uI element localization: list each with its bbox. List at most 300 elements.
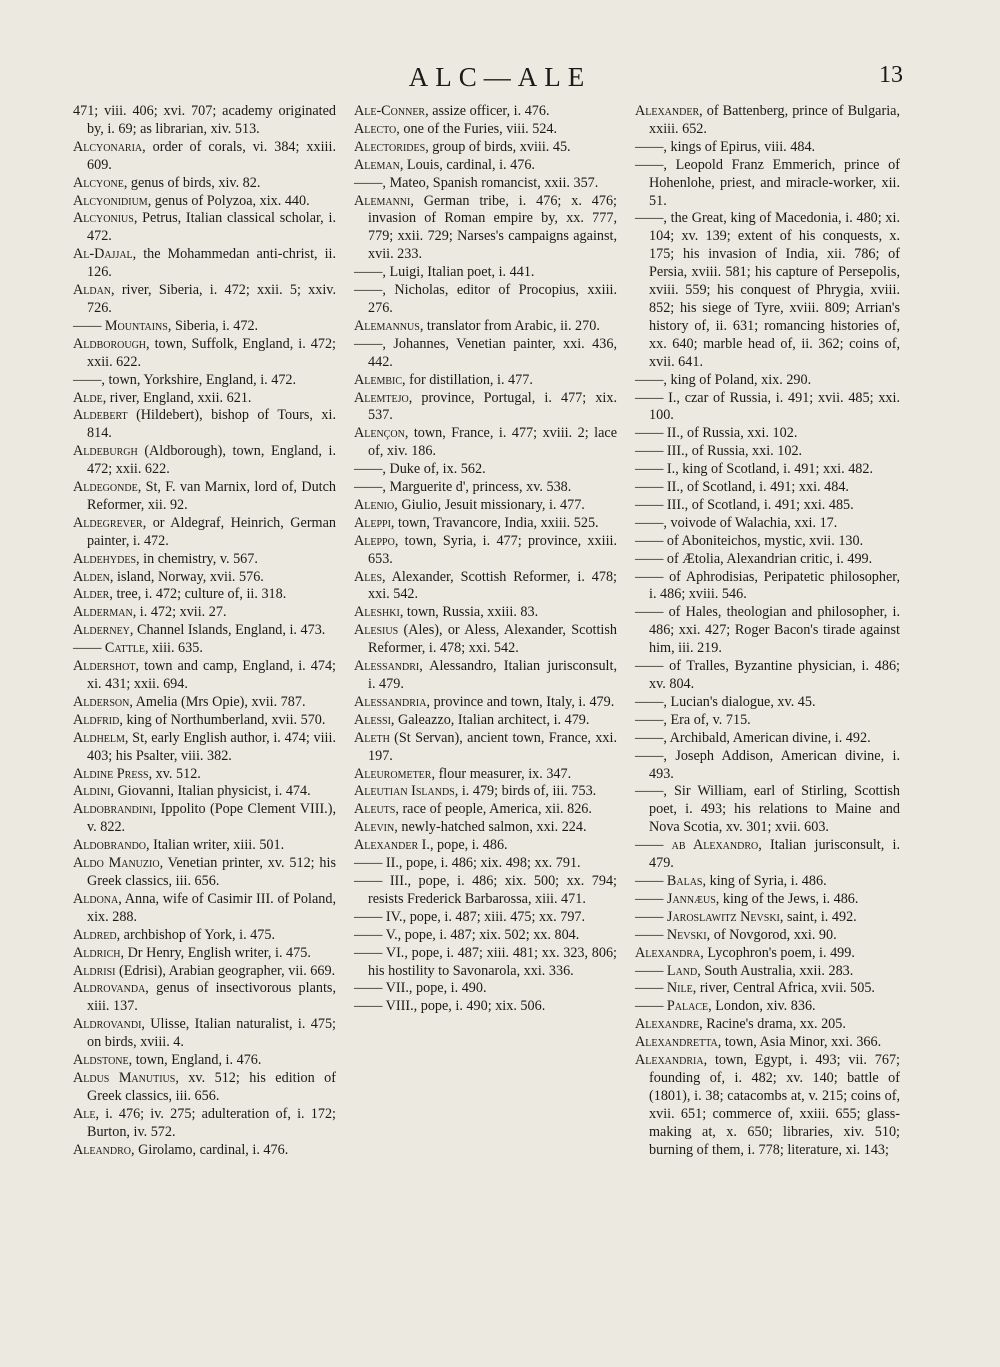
index-entry [635, 980, 900, 998]
index-entry [635, 443, 900, 461]
entry-headword: Aldegrever [73, 514, 143, 531]
entry-headword: Aldine Press [73, 765, 149, 782]
entry-headword: —— ab Alexandro [635, 837, 759, 854]
entry-references: , of Novgorod, xxi. 90. [706, 926, 837, 943]
page-number: 13 [879, 62, 903, 88]
entry-references: , group of birds, xviii. 45. [425, 138, 571, 155]
index-entry [354, 604, 617, 622]
index-entry [73, 372, 336, 390]
index-entry [635, 479, 900, 497]
index-entry [635, 963, 900, 981]
entry-references: VI., pope, i. 487; xiii. 481; xx. 323, 806; his hostility to Savonarola, xxi. 336. [368, 944, 617, 979]
index-entry [354, 819, 617, 837]
entry-references: , translator from Arabic, ii. 270. [419, 317, 600, 334]
entry-references: , town, Syria, i. 477; province, xxiii. 653. [368, 532, 617, 567]
entry-headword: —— [73, 371, 102, 388]
entry-references: , Amelia (Mrs Opie), xvii. 787. [129, 693, 306, 710]
entry-references: , German tribe, i. 476; x. 476; invasion of Roman empire by, xx. 777, 779; xxii. 729; Narses's campaigns against, xvii. 233. [368, 192, 617, 263]
entry-headword: Aldershot [73, 658, 136, 675]
entry-references: , Italian jurisconsult, i. 479. [649, 837, 900, 872]
entry-headword: Aldebert [73, 407, 128, 424]
entry-references: , king of Poland, xix. 290. [663, 371, 812, 388]
entry-references: of Tralles, Byzantine physician, i. 486; xv. 804. [649, 658, 900, 692]
entry-headword: Aleppo [354, 532, 395, 549]
index-entry [73, 855, 336, 891]
index-entry [73, 246, 336, 282]
index-entry [354, 855, 617, 873]
index-entry [354, 569, 617, 605]
entry-headword: Alevin [354, 819, 395, 836]
entry-headword: —— [635, 496, 664, 513]
index-column-3 [635, 103, 900, 1159]
entry-headword: —— [354, 926, 383, 943]
entry-references: , town, Asia Minor, xxi. 366. [717, 1034, 882, 1051]
page-header-title: ALC—ALE [408, 62, 592, 92]
index-entry [73, 783, 336, 801]
entry-headword: Aldus Manutius [73, 1069, 176, 1086]
index-entry [354, 712, 617, 730]
index-entry [635, 139, 900, 157]
index-entry [635, 694, 900, 712]
entry-references: , Joseph Addison, American divine, i. 493. [649, 747, 900, 782]
index-entry [73, 712, 336, 730]
entry-headword: Aldrisi [73, 962, 116, 979]
entry-references: , flour measurer, ix. 347. [431, 765, 572, 782]
entry-references: , town, France, i. 477; xviii. 2; lace of, xiv. 186. [368, 425, 617, 460]
entry-references: , i. 479; birds of, iii. 753. [454, 783, 597, 800]
entry-headword: Alexander [635, 103, 700, 119]
entry-headword: Alcyonidium [73, 192, 148, 209]
index-entry [354, 873, 617, 909]
entry-references: , Venetian printer, xv. 512; his Greek classics, iii. 656. [87, 855, 336, 889]
entry-references: , town, Suffolk, England, i. 472; xxii. 622. [87, 335, 336, 370]
index-entry [354, 801, 617, 819]
entry-headword: Aldobrandini [73, 801, 153, 818]
entry-references: , Dr Henry, English writer, i. 475. [120, 944, 311, 961]
entry-references: , Sir William, earl of Stirling, Scottish poet, i. 493; his relations to Maine and Nova Scotia, xv. 301; xvii. 603. [649, 783, 900, 836]
entry-references: of Aboniteichos, mystic, xvii. 130. [663, 532, 864, 549]
entry-references: (Aldborough), town, England, i. 472; xxii. 622. [87, 443, 336, 478]
index-entry [635, 658, 900, 694]
entry-references: II., of Russia, xxi. 102. [663, 425, 798, 442]
entry-headword: Alde [73, 389, 103, 406]
entry-headword: —— [635, 156, 664, 173]
entry-headword: Aleuts [354, 801, 396, 818]
entry-references: , for distillation, i. 477. [402, 371, 533, 388]
entry-headword: —— [354, 908, 383, 925]
index-entry [73, 193, 336, 211]
index-entry [354, 175, 617, 193]
entry-references: (Ales), or Aless, Alexander, Scottish Reformer, i. 478; xxi. 542. [368, 622, 617, 657]
index-entry [354, 139, 617, 157]
entry-references: , Johannes, Venetian painter, xxi. 436, 442. [368, 335, 617, 370]
entry-references: of Ætolia, Alexandrian critic, i. 499. [663, 550, 873, 567]
entry-references: , Channel Islands, England, i. 473. [129, 622, 326, 639]
index-entry [635, 783, 900, 837]
entry-headword: Alderman [73, 604, 133, 621]
entry-references: , South Australia, xxii. 283. [697, 962, 854, 979]
index-entry [73, 694, 336, 712]
entry-headword: —— [635, 479, 664, 496]
entry-headword: Alexandra [635, 944, 701, 961]
index-entry [73, 407, 336, 443]
index-entry [354, 121, 617, 139]
index-entry [73, 515, 336, 551]
index-entry [354, 837, 617, 855]
entry-headword: Alessandria [354, 693, 427, 710]
entry-headword: Aldan [73, 282, 112, 299]
entry-references: , Racine's drama, xx. 205. [699, 1016, 846, 1033]
entry-headword: —— [635, 604, 664, 621]
entry-headword: Alcyone [73, 174, 124, 191]
entry-headword: —— [354, 944, 383, 961]
entry-references: , king of Northumberland, xvii. 570. [119, 711, 326, 728]
index-entry [635, 604, 900, 658]
index-entry [73, 604, 336, 622]
entry-references: (Hildebert), bishop of Tours, xi. 814. [87, 407, 336, 442]
index-entry [635, 748, 900, 784]
entry-headword: Aldrich [73, 944, 121, 961]
entry-references: III., of Russia, xxi. 102. [663, 443, 803, 460]
index-entry [354, 927, 617, 945]
index-entry [354, 766, 617, 784]
entry-references: , river, Central Africa, xvii. 505. [692, 980, 875, 997]
entry-headword: Alexander I. [354, 837, 430, 854]
entry-references: I., king of Scotland, i. 491; xxi. 482. [663, 461, 874, 478]
entry-references: , the Mohammedan anti-christ, ii. 126. [87, 246, 336, 281]
index-entry [635, 927, 900, 945]
entry-headword: —— [635, 711, 664, 728]
entry-headword: Alençon [354, 425, 405, 442]
index-entry [354, 282, 617, 318]
entry-headword: Alexandria [635, 1052, 704, 1069]
index-entry [635, 515, 900, 533]
entry-references: , king of Syria, i. 486. [702, 872, 827, 889]
entry-headword: —— [635, 138, 664, 155]
entry-headword: —— [635, 461, 664, 478]
entry-references: , Marguerite d', princess, xv. 538. [382, 479, 572, 496]
index-entry [635, 945, 900, 963]
entry-references: , genus of insectivorous plants, xiii. 137. [87, 980, 336, 1015]
entry-references: , xiii. 635. [144, 640, 203, 657]
entry-headword: Aldegonde [73, 479, 138, 496]
entry-headword: Ales [354, 568, 383, 585]
index-entry [354, 372, 617, 390]
index-entry [354, 336, 617, 372]
entry-headword: —— [635, 783, 664, 800]
entry-headword: Alesius [354, 622, 399, 639]
entry-headword: Aleutian Islands [354, 783, 455, 800]
entry-references: , Siberia, i. 472. [167, 317, 259, 334]
entry-headword: Aldrovandi [73, 1016, 142, 1033]
entry-references: , Mateo, Spanish romancist, xxii. 357. [382, 174, 599, 191]
index-entry [73, 210, 336, 246]
index-entry [354, 515, 617, 533]
index-entry [73, 801, 336, 837]
entry-references: , town, England, i. 476. [128, 1052, 262, 1069]
entry-headword: —— Cattle [73, 640, 145, 657]
entry-references: , Nicholas, editor of Procopius, xxiii. 276. [368, 282, 617, 316]
index-entry [354, 622, 617, 658]
entry-references: , town and camp, England, i. 474; xi. 431; xxii. 694. [87, 658, 336, 692]
entry-headword: —— [354, 335, 383, 352]
index-entry [73, 443, 336, 479]
index-entry [635, 730, 900, 748]
entry-headword: Aldo Manuzio [73, 855, 160, 872]
entry-headword: Alemtejo [354, 389, 409, 406]
entry-references: , king of the Jews, i. 486. [715, 890, 859, 907]
index-entry [73, 336, 336, 372]
entry-references: , the Great, king of Macedonia, i. 480; xi. 104; xv. 139; extent of his conquests, x. 175; his invasion of India, xii. 786; of Persia, xviii. 581; his capture of Persepolis, xviii. 559; his conquest of Phrygia, xviii. 852; his siege of Tyre, xviii. 809; Arrian's history of, ii. 631; romancing histories of, xx. 640; marble head of, ii. 362; coins of, xvii. 641. [649, 210, 900, 370]
entry-references: , Louis, cardinal, i. 476. [399, 156, 535, 173]
entry-headword: Aldrovanda [73, 980, 146, 997]
entry-headword: Ale-Conner [354, 103, 426, 119]
entry-references: , saint, i. 492. [779, 908, 857, 925]
index-entry [354, 730, 617, 766]
entry-headword: —— [354, 998, 383, 1015]
index-entry [635, 837, 900, 873]
entry-headword: —— [635, 514, 664, 531]
entry-headword: —— Nile [635, 980, 693, 997]
index-entry [354, 945, 617, 981]
index-entry [73, 891, 336, 927]
entry-references: , London, xiv. 836. [708, 998, 816, 1015]
entry-references: , Luigi, Italian poet, i. 441. [382, 264, 535, 281]
entry-headword: Alder [73, 586, 110, 603]
entry-references: , Leopold Franz Emmerich, prince of Hohenlohe, priest, and miracle-worker, xii. 51. [649, 156, 900, 209]
index-entry [354, 103, 617, 121]
entry-headword: Aldfrid [73, 711, 120, 728]
entry-headword: Ale [73, 1105, 96, 1122]
index-entry [635, 533, 900, 551]
entry-headword: —— [354, 479, 383, 496]
entry-headword: —— [635, 747, 664, 764]
entry-references: , island, Norway, xvii. 576. [109, 568, 264, 585]
entry-headword: —— [354, 282, 383, 299]
entry-headword: Alden [73, 568, 110, 585]
entry-references: , town, Russia, xxiii. 83. [399, 604, 539, 621]
entry-headword: Alecto [354, 120, 397, 137]
index-entry [354, 193, 617, 265]
index-entry [73, 640, 336, 658]
index-entry [73, 927, 336, 945]
entry-headword: Alessi [354, 711, 391, 728]
entry-headword: Aleth [354, 729, 390, 746]
entry-references: , genus of Polyzoa, xix. 440. [147, 192, 310, 209]
entry-headword: —— [635, 425, 664, 442]
entry-headword: —— [354, 872, 383, 889]
entry-references: IV., pope, i. 487; xiii. 475; xx. 797. [382, 908, 586, 925]
entry-references: , Ulisse, Italian naturalist, i. 475; on birds, xviii. 4. [87, 1016, 336, 1051]
entry-headword: —— Jaroslawitz Nevski [635, 908, 780, 925]
index-entry [73, 318, 336, 336]
entry-references: of Aphrodisias, Peripatetic philosopher, i. 486; xviii. 546. [649, 568, 900, 603]
entry-references: , tree, i. 472; culture of, ii. 318. [109, 586, 287, 603]
entry-headword: —— Jannæus [635, 890, 716, 907]
entry-references: , Galeazzo, Italian architect, i. 479. [390, 711, 590, 728]
entry-headword: Aleman [354, 156, 400, 173]
entry-references: I., czar of Russia, i. 491; xvii. 485; xxi. 100. [649, 389, 900, 424]
entry-references: , Alexander, Scottish Reformer, i. 478; xxi. 542. [368, 568, 617, 603]
entry-headword: Aldred [73, 926, 117, 943]
index-entry [73, 1070, 336, 1106]
entry-references: , in chemistry, v. 567. [136, 550, 258, 567]
index-entry [354, 980, 617, 998]
entry-references: , town, Egypt, i. 493; vii. 767; founding of, i. 482; xv. 140; battle of (1801), i. 38; catacombs at, v. 215; coins of, xvii. 651; commerce of, xxiii. 655; glass-making at, x. 650; libraries, xiv. 510; burning of them, i. 778; literature, xi. 143; [649, 1052, 900, 1158]
index-entry [73, 282, 336, 318]
entry-references: , xv. 512. [148, 765, 201, 782]
entry-headword: Aleshki [354, 604, 400, 621]
index-entry [73, 479, 336, 515]
entry-references: V., pope, i. 487; xix. 502; xx. 804. [382, 926, 580, 943]
entry-headword: —— [354, 461, 383, 478]
index-entry [73, 766, 336, 784]
index-entry [354, 783, 617, 801]
entry-headword: Alembic [354, 371, 403, 388]
entry-references: , Giulio, Jesuit missionary, i. 477. [394, 496, 585, 513]
entry-references: , order of corals, vi. 384; xxiii. 609. [87, 138, 336, 173]
entry-references: , river, England, xxii. 621. [102, 389, 252, 406]
entry-references: III., of Scotland, i. 491; xxi. 485. [663, 496, 854, 513]
entry-headword: —— [635, 568, 664, 585]
index-entry [73, 622, 336, 640]
entry-headword: —— [635, 532, 664, 549]
entry-references: , Anna, wife of Casimir III. of Poland, xix. 288. [87, 890, 336, 925]
index-entry [635, 372, 900, 390]
index-entry [635, 998, 900, 1016]
index-entry [73, 945, 336, 963]
entry-headword: Alessandri [354, 658, 420, 675]
entry-headword: Alderson [73, 693, 130, 710]
index-entry [635, 390, 900, 426]
index-entry [354, 998, 617, 1016]
entry-references: , or Aldegraf, Heinrich, German painter, i. 472. [87, 514, 336, 549]
index-entry [73, 175, 336, 193]
index-entry [635, 103, 900, 139]
entry-references: , St, F. van Marnix, lord of, Dutch Reformer, xii. 92. [87, 479, 336, 513]
entry-headword: Alcyonius [73, 210, 134, 227]
entry-headword: —— [635, 550, 664, 567]
index-entry [635, 497, 900, 515]
entry-headword: Alderney [73, 622, 130, 639]
entry-headword: —— Palace [635, 998, 709, 1015]
entry-references: II., of Scotland, i. 491; xxi. 484. [663, 479, 849, 496]
entry-references: , province and town, Italy, i. 479. [426, 693, 615, 710]
index-entry [354, 533, 617, 569]
index-entry [354, 264, 617, 282]
entry-references: , genus of birds, xiv. 82. [123, 174, 261, 191]
entry-references: , Lucian's dialogue, xv. 45. [663, 693, 816, 710]
index-entry [73, 103, 336, 139]
entry-headword: —— [635, 389, 664, 406]
entry-headword: —— [635, 210, 664, 227]
index-entry [635, 1034, 900, 1052]
entry-headword: —— [354, 174, 383, 191]
entry-references: , Ippolito (Pope Clement VIII.), v. 822. [87, 801, 336, 836]
entry-headword: Alcyonaria [73, 138, 143, 155]
entry-references: , i. 472; xvii. 27. [132, 604, 227, 621]
index-column-1 [73, 103, 336, 1159]
entry-headword: Alenio [354, 496, 395, 513]
index-column-2 [354, 103, 617, 1016]
entry-references: , Lycophron's poem, i. 499. [700, 944, 855, 961]
entry-references: , town, Travancore, India, xxiii. 525. [390, 514, 599, 531]
entry-references: , province, Portugal, i. 477; xix. 537. [368, 389, 617, 424]
entry-references: , kings of Epirus, viii. 484. [663, 138, 816, 155]
entry-headword: —— [635, 443, 664, 460]
index-entry [73, 1052, 336, 1070]
index-entry [73, 551, 336, 569]
entry-references: III., pope, i. 486; xix. 500; xx. 794; resists Frederick Barbarossa, xiii. 471. [368, 872, 617, 907]
index-entry [73, 837, 336, 855]
entry-references: , voivode of Walachia, xxi. 17. [663, 514, 838, 531]
index-entry [73, 1142, 336, 1160]
index-entry [635, 1016, 900, 1034]
index-entry [635, 157, 900, 211]
entry-references: , newly-hatched salmon, xxi. 224. [394, 819, 587, 836]
entry-headword: Aleurometer [354, 765, 432, 782]
index-entry [354, 909, 617, 927]
index-entry [354, 425, 617, 461]
entry-references: VII., pope, i. 490. [382, 980, 487, 997]
entry-references: , Alessandro, Italian jurisconsult, i. 479. [368, 658, 617, 692]
entry-references: II., pope, i. 486; xix. 498; xx. 791. [382, 855, 581, 872]
index-entry [354, 694, 617, 712]
entry-headword: Aleandro [73, 1141, 132, 1158]
entry-references: , one of the Furies, viii. 524. [396, 120, 558, 137]
entry-references: , i. 476; iv. 275; adulteration of, i. 172; Burton, iv. 572. [87, 1105, 336, 1140]
entry-references: , Giovanni, Italian physicist, i. 474. [110, 783, 311, 800]
index-entry [73, 569, 336, 587]
index-entry [73, 658, 336, 694]
entry-references: , pope, i. 486. [429, 837, 508, 854]
entry-references: , xv. 512; his edition of Greek classics, iii. 656. [87, 1069, 336, 1104]
entry-headword: —— Land [635, 962, 698, 979]
entry-references: , Petrus, Italian classical scholar, i. 472. [87, 210, 336, 245]
index-entry [354, 390, 617, 426]
entry-headword: —— [635, 693, 664, 710]
index-entry [635, 461, 900, 479]
entry-headword: Aldona [73, 890, 119, 907]
entry-headword: —— Nevski [635, 926, 707, 943]
index-entry [73, 586, 336, 604]
entry-headword: —— [354, 980, 383, 997]
index-entry [73, 390, 336, 408]
entry-headword: Aldhelm [73, 729, 125, 746]
entry-references: , of Battenberg, prince of Bulgaria, xxiii. 652. [649, 103, 900, 137]
entry-references: , town, Yorkshire, England, i. 472. [101, 371, 297, 388]
entry-headword: —— [635, 729, 664, 746]
entry-references: (St Servan), ancient town, France, xxi. 197. [368, 729, 617, 764]
entry-references: , archbishop of York, i. 475. [116, 926, 276, 943]
index-entry [635, 425, 900, 443]
entry-headword: Alemannus [354, 317, 420, 334]
entry-headword: —— Balas [635, 872, 703, 889]
entry-references: , St, early English author, i. 474; viii. 403; his Psalter, viii. 382. [87, 729, 336, 764]
index-entry [354, 461, 617, 479]
index-entry [635, 909, 900, 927]
entry-references: , Italian writer, xiii. 501. [146, 837, 285, 854]
index-entry [635, 551, 900, 569]
entry-references: , assize officer, i. 476. [425, 103, 550, 119]
entry-headword: Aldehydes [73, 550, 137, 567]
index-entry [635, 210, 900, 371]
index-entry [354, 157, 617, 175]
index-entry [635, 873, 900, 891]
index-entry [635, 712, 900, 730]
entry-headword: Alexandretta [635, 1034, 718, 1051]
entry-references: , Girolamo, cardinal, i. 476. [131, 1141, 289, 1158]
